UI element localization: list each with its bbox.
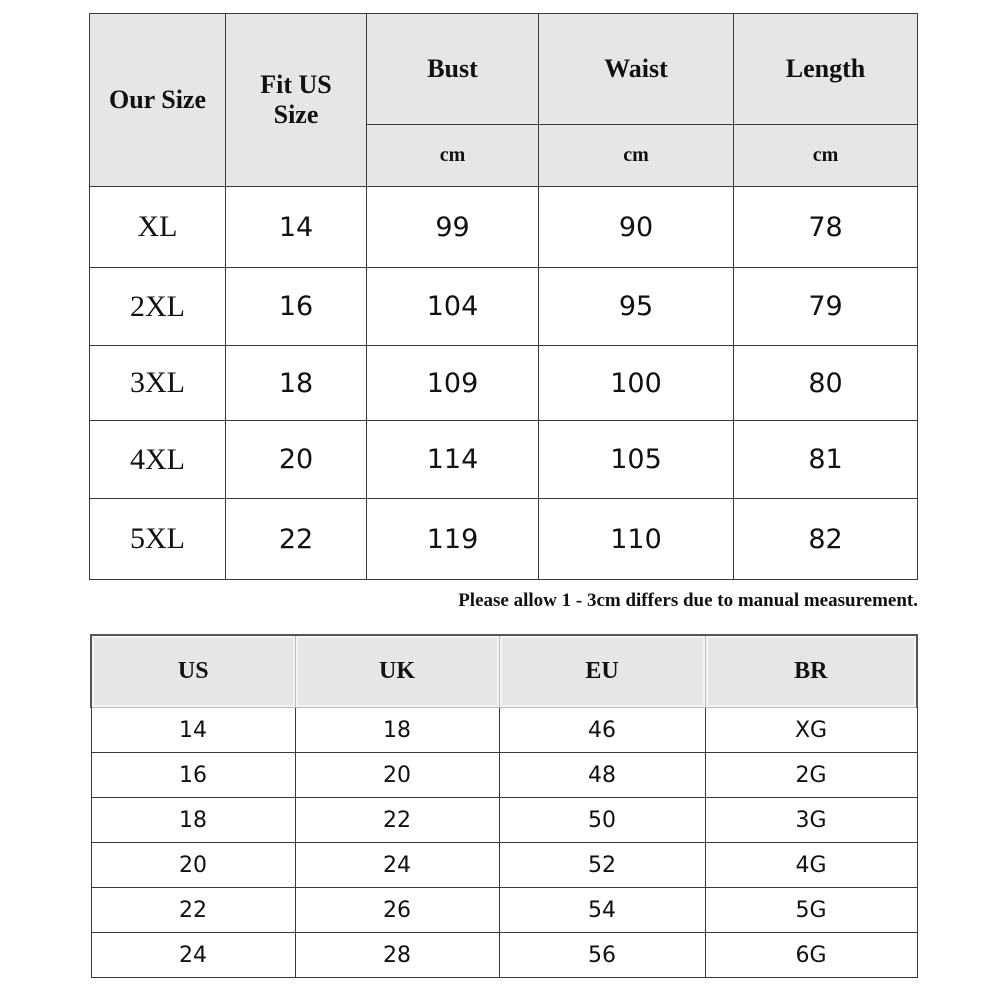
cell-uk: 28 <box>295 933 499 978</box>
cell-us: 16 <box>91 753 295 798</box>
header-bust-unit: cm <box>367 125 539 187</box>
header-waist: Waist <box>539 14 734 125</box>
header-eu: EU <box>499 635 705 708</box>
table-row <box>91 753 917 798</box>
header-length: Length <box>734 14 918 125</box>
cell-length: 80 <box>734 346 918 421</box>
header-fit-us-size <box>226 14 367 187</box>
cell-our-size: 4XL <box>90 421 226 499</box>
header-fit-us-size-line2: Size <box>273 100 319 129</box>
cell-fit-us: 22 <box>226 499 367 580</box>
table-row <box>90 268 918 346</box>
cell-waist: 95 <box>539 268 734 346</box>
cell-bust: 114 <box>367 421 539 499</box>
table-row <box>91 888 917 933</box>
cell-our-size: 3XL <box>90 346 226 421</box>
table-row <box>91 708 917 753</box>
cell-br: 5G <box>705 888 917 933</box>
header-waist-unit: cm <box>539 125 734 187</box>
table-row <box>91 798 917 843</box>
cell-our-size: 2XL <box>90 268 226 346</box>
cell-us: 20 <box>91 843 295 888</box>
table-row <box>90 346 918 421</box>
cell-fit-us: 16 <box>226 268 367 346</box>
cell-fit-us: 14 <box>226 187 367 268</box>
table-row <box>90 187 918 268</box>
header-bust: Bust <box>367 14 539 125</box>
cell-our-size: XL <box>90 187 226 268</box>
cell-bust: 104 <box>367 268 539 346</box>
cell-us: 22 <box>91 888 295 933</box>
cell-br: 6G <box>705 933 917 978</box>
header-our-size: Our Size <box>90 14 226 187</box>
cell-length: 79 <box>734 268 918 346</box>
cell-uk: 24 <box>295 843 499 888</box>
size-chart-table <box>89 13 918 580</box>
table-row <box>91 843 917 888</box>
header-length-unit: cm <box>734 125 918 187</box>
cell-us: 24 <box>91 933 295 978</box>
cell-bust: 109 <box>367 346 539 421</box>
header-us: US <box>91 635 295 708</box>
cell-eu: 54 <box>499 888 705 933</box>
cell-uk: 22 <box>295 798 499 843</box>
cell-length: 81 <box>734 421 918 499</box>
size-conversion-table <box>90 634 918 978</box>
cell-br: XG <box>705 708 917 753</box>
cell-br: 2G <box>705 753 917 798</box>
header-br: BR <box>705 635 917 708</box>
cell-uk: 20 <box>295 753 499 798</box>
measurement-note: Please allow 1 - 3cm differs due to manual measurement. <box>458 590 918 611</box>
cell-fit-us: 18 <box>226 346 367 421</box>
cell-length: 78 <box>734 187 918 268</box>
cell-uk: 18 <box>295 708 499 753</box>
header-fit-us-size-line1: Fit US <box>260 70 332 99</box>
cell-br: 4G <box>705 843 917 888</box>
cell-br: 3G <box>705 798 917 843</box>
cell-eu: 48 <box>499 753 705 798</box>
cell-bust: 99 <box>367 187 539 268</box>
table-row <box>91 933 917 978</box>
cell-eu: 46 <box>499 708 705 753</box>
cell-eu: 50 <box>499 798 705 843</box>
cell-uk: 26 <box>295 888 499 933</box>
table-row <box>90 421 918 499</box>
cell-waist: 100 <box>539 346 734 421</box>
cell-fit-us: 20 <box>226 421 367 499</box>
header-uk: UK <box>295 635 499 708</box>
cell-length: 82 <box>734 499 918 580</box>
cell-eu: 52 <box>499 843 705 888</box>
table-row <box>90 499 918 580</box>
cell-waist: 105 <box>539 421 734 499</box>
cell-eu: 56 <box>499 933 705 978</box>
cell-waist: 90 <box>539 187 734 268</box>
cell-bust: 119 <box>367 499 539 580</box>
cell-us: 14 <box>91 708 295 753</box>
cell-waist: 110 <box>539 499 734 580</box>
cell-us: 18 <box>91 798 295 843</box>
cell-our-size: 5XL <box>90 499 226 580</box>
